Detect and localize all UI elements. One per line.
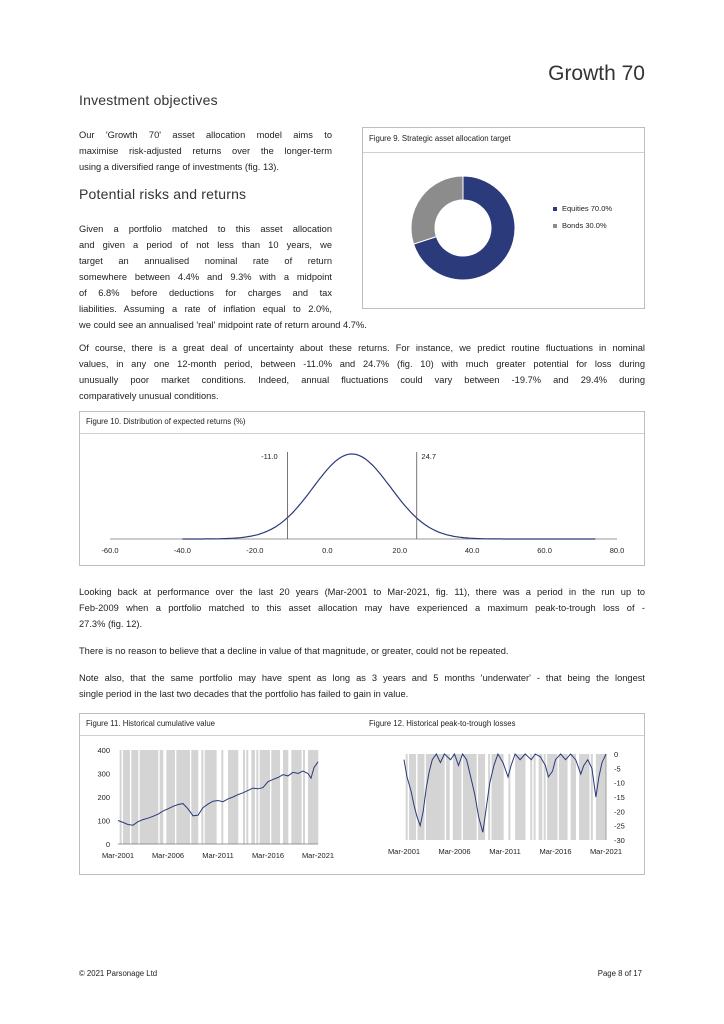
figure-9-title: Figure 9. Strategic asset allocation target <box>369 134 511 143</box>
y-tick-label: -25 <box>614 821 625 831</box>
shaded-band <box>300 750 302 844</box>
shaded-band <box>508 754 510 840</box>
shaded-band <box>448 754 450 840</box>
y-tick-label: -20 <box>614 807 625 817</box>
x-tick-label: -40.0 <box>173 546 191 555</box>
figure-10-title: Figure 10. Distribution of expected returns (%) <box>86 417 246 426</box>
text-line: we could see an annualised 'real' midpoint rate of return around 4.7%. <box>79 320 367 330</box>
x-tick-label: Mar-2001 <box>387 847 421 856</box>
text-line: maximise risk-adjusted returns over the longer-term <box>79 146 332 156</box>
shaded-band <box>414 754 416 840</box>
shaded-band <box>556 754 558 840</box>
shaded-band <box>574 754 576 840</box>
footer-copyright: © 2021 Parsonage Ltd <box>79 969 158 978</box>
text-line: using a diversified range of investments (fig. 13). <box>79 162 279 172</box>
y-tick-label: 400 <box>97 746 110 755</box>
y-tick-label: -10 <box>614 778 625 788</box>
underwater-paragraph <box>79 670 645 702</box>
shaded-band <box>253 750 255 844</box>
x-tick-label: Mar-2011 <box>202 851 234 860</box>
shaded-band <box>443 754 445 840</box>
document-title: Growth 70 <box>548 62 645 85</box>
text-line: liabilities. Assuming a rate of inflation equal to 2.0%, <box>79 304 332 314</box>
figure-divider <box>363 152 644 153</box>
shaded-band <box>246 750 248 844</box>
text-line: target an annualised nominal rate of return <box>79 256 332 266</box>
shaded-band <box>173 750 175 844</box>
y-tick-label: 0 <box>105 840 110 849</box>
figure-11-title: Figure 11. Historical cumulative value <box>86 719 215 728</box>
x-tick-label: 80.0 <box>609 546 625 555</box>
shaded-band <box>534 754 536 840</box>
text-line: single period in the last two decades that the portfolio has failed to gain in value. <box>79 689 409 699</box>
figure-9-box <box>362 127 645 309</box>
shaded-band <box>161 750 163 844</box>
shaded-band <box>236 750 238 844</box>
shaded-band <box>587 754 589 840</box>
lookback-paragraph <box>79 584 645 632</box>
x-tick-label: Mar-2021 <box>301 851 335 860</box>
shaded-band <box>215 750 217 844</box>
text-line: and given a period of not less than 10 years, we <box>79 240 332 250</box>
x-tick-label: 20.0 <box>392 546 408 555</box>
distribution-curve <box>182 454 595 539</box>
y-tick-label: 300 <box>97 769 110 779</box>
text-line: comparatively unusual conditions. <box>79 391 219 401</box>
no-reason-paragraph: There is no reason to believe that a decline in value of that magnitude, or greater, could not be repeated. <box>79 646 509 656</box>
x-tick-label: Mar-2016 <box>251 851 285 860</box>
shaded-band <box>196 750 198 844</box>
y-tick-label: -30 <box>614 836 625 845</box>
x-tick-label: Mar-2006 <box>151 851 185 860</box>
y-tick-label: 0 <box>614 750 619 759</box>
risks-paragraph <box>79 221 332 317</box>
text-line: Feb-2009 when a portfolio matched to this asset allocation may have experienced a maximum peak-to-trough loss of - <box>79 603 645 613</box>
shaded-band <box>256 750 258 844</box>
figures-11-12-box <box>79 713 645 875</box>
legend-label: Bonds 30.0% <box>562 221 607 230</box>
footer-page-number: Page 8 of 17 <box>597 969 642 978</box>
objectives-paragraph <box>79 127 332 175</box>
objectives-heading: Investment objectives <box>79 92 218 108</box>
shaded-band <box>136 750 138 844</box>
shaded-band <box>268 750 270 844</box>
shaded-band <box>120 750 122 844</box>
legend-item-equities <box>553 204 612 213</box>
figure-12-title: Figure 12. Historical peak-to-trough losses <box>369 719 516 728</box>
x-tick-label: Mar-2021 <box>589 847 623 856</box>
text-line: of 6.8% before deductions for charges and tax <box>79 288 332 298</box>
text-line: Note also, that the same portfolio may have spent as long as 3 years and 5 months 'underwater' - that being the longest <box>79 673 645 683</box>
shaded-band <box>188 750 190 844</box>
x-tick-label: Mar-2001 <box>101 851 135 860</box>
shaded-band <box>243 750 245 844</box>
legend-label: Equities 70.0% <box>562 204 613 213</box>
text-line: unusually poor market conditions. Indeed, annual fluctuations could vary between -19.7% and 29.4% during <box>79 375 645 385</box>
legend-swatch <box>553 207 557 211</box>
text-line: 27.3% (fig. 12). <box>79 619 143 629</box>
shaded-band <box>406 754 408 840</box>
text-line: Our 'Growth 70' asset allocation model aims to <box>79 130 332 140</box>
x-tick-label: Mar-2006 <box>438 847 471 856</box>
text-line: Looking back at performance over the last 20 years (Mar-2001 to Mar-2021, fig. 11), there was a period in the run up to <box>79 587 645 597</box>
shaded-band <box>502 754 504 840</box>
shaded-band <box>286 750 288 844</box>
text-line: somewhere between 4.4% and 9.3% with a midpoint <box>79 272 332 282</box>
legend-swatch <box>553 224 557 228</box>
shaded-band <box>423 754 425 840</box>
risks-heading: Potential risks and returns <box>79 186 247 202</box>
shaded-band <box>221 750 223 844</box>
figure-10-chart <box>80 434 644 565</box>
y-tick-label: -5 <box>614 764 621 774</box>
shaded-band <box>540 754 542 840</box>
shaded-band <box>303 750 305 844</box>
legend-item-bonds <box>553 221 612 230</box>
x-tick-label: 0.0 <box>322 546 333 555</box>
shaded-band <box>278 750 280 844</box>
x-tick-label: Mar-2016 <box>539 847 572 856</box>
x-tick-label: 40.0 <box>464 546 480 555</box>
marker-label: -11.0 <box>261 452 278 461</box>
x-tick-label: -60.0 <box>101 546 119 555</box>
x-tick-label: -20.0 <box>246 546 264 555</box>
figure-9-donut <box>393 156 533 306</box>
uncertainty-paragraph <box>79 340 645 404</box>
figure-11-chart <box>80 736 350 874</box>
shaded-band <box>460 754 462 840</box>
y-tick-label: -15 <box>614 793 625 802</box>
pie-slice-1 <box>411 176 463 244</box>
figure-12-chart <box>370 736 642 874</box>
shaded-band <box>156 750 158 844</box>
y-tick-label: 200 <box>97 793 110 802</box>
figure-10-box <box>79 411 645 566</box>
shaded-band <box>530 754 532 840</box>
text-line: Of course, there is a great deal of uncertainty about these returns. For instance, we predict routine fluctuations in nominal <box>79 343 645 353</box>
figure-9-legend <box>553 204 612 230</box>
text-line: values, in any one 12-month period, between -11.0% and 24.7% (fig. 10) with much greater potential for loss during <box>79 359 645 369</box>
shaded-band <box>524 754 526 840</box>
text-line: Given a portfolio matched to this asset allocation <box>79 224 332 234</box>
x-tick-label: 60.0 <box>537 546 552 555</box>
shaded-band <box>488 754 490 840</box>
marker-label: 24.7 <box>421 452 437 461</box>
shaded-band <box>128 750 130 844</box>
x-tick-label: Mar-2011 <box>489 847 521 856</box>
y-tick-label: 100 <box>97 816 110 826</box>
shaded-band <box>201 750 203 844</box>
shaded-band <box>566 754 568 840</box>
